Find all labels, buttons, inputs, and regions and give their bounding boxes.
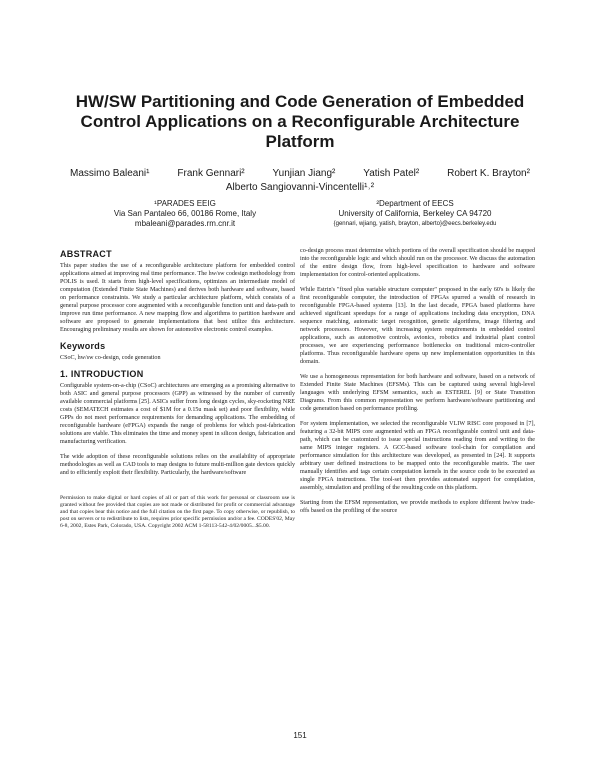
author-name: Alberto Sangiovanni-Vincentelli¹˒²	[225, 182, 375, 193]
intro-paragraph-2: The wide adoption of these reconfigurable solutions relies on the availability of appropriate methodologies as well as CAD tools to map designs to future multi-million gate devices quickly and to efficiently exploit their flexibility. Particularly, the hardware/software	[60, 454, 295, 476]
page-number: 151	[293, 731, 307, 740]
title-line-2: Control Applications on a Reconfigurable Architecture	[80, 112, 520, 131]
author-name: Massimo Baleani¹	[70, 168, 150, 179]
affiliation-name: ²Department of EECS	[376, 199, 454, 208]
body-paragraph: We use a homogeneous representation for both hardware and software, based on a network of Extended Finite State Machines (EFSMs). This can be captured using several high-level languages with underlying EFSM semantics, such as ESTEREL [9] or State Transition Diagrams. From this common representation we perform hardware/software partitioning and code generation based on performance profiling.	[300, 374, 535, 412]
abstract-heading: ABSTRACT	[60, 249, 112, 259]
title-line-1: HW/SW Partitioning and Code Generation of Embedded	[75, 92, 525, 111]
intro-paragraph-1: Configurable system-on-a-chip (CSoC) architectures are emerging as a promising alternative to both ASIC and general purpose processors (GPP) as witnessed by the number of currently available commercial platforms [25]. ASICs suffer from long design cycles, sky-rocketing NRE costs (SEMATECH estimates a cost of $1M for a 0.15u mask set) and poor flexibility, while GPPs do not meet performance requirements for demanding applications. The embedding of reconfigurable hardware (eFPGA) expands the range of problems for which post-fabrication solutions are viable. This eliminates the time and money spent in silicon design, fabrication and manufacturing verification.	[60, 383, 295, 445]
affiliation-eecs	[300, 199, 530, 229]
affiliation-email: {gennari, wjiang, yatish, brayton, alberto}@eecs.berkeley.edu	[333, 221, 497, 227]
affiliation-address: Via San Pantaleo 66, 00186 Rome, Italy	[113, 209, 257, 218]
body-paragraph: While Estrin's "fixed plus variable structure computer" proposed in the early 60's is likely the first reconfigurable computer, the introduction of FPGAs spurred a wealth of research in reconfigurable FPGA-based systems [13]. In the last decade, FPGA based platforms have achieved significant speedups for a range of applications including data encryption, DNA sequence matching, automatic target recognition, genetic algorithms, image filtering and network processors. However, with increasing system requirements in embedded control applications, such as automotive controls, avionics, robotics and industrial plant control processes, we are experiencing performance bottlenecks on traditional micro-controller platforms. Thus reconfigurable hardware opens up new implementation opportunities in this domain.	[300, 287, 535, 365]
body-paragraph: Starting from the EFSM representation, we provide methods to explore different hw/sw trade-offs based on the profiling of the source	[300, 500, 535, 514]
left-column	[60, 249, 295, 530]
author-name: Robert K. Brayton²	[447, 168, 530, 179]
affiliation-parades	[70, 199, 300, 229]
body-paragraph: For system implementation, we selected the reconfigurable VLIW RISC core proposed in [7], featuring a 32-bit MIPS core augmented with an FPGA reconfigurable control unit and data-path, which can be customized to issue special instructions reading from and writing to the same MIPS integer registers. A GCC-based software tool-chain for compilation and performance simulation for this architecture was developed, as presented in [24]. It supports arbitrary user defined instructions to be mapped onto the reconfigurable matrix. The user manually identifies and tags certain computation kernels in the source code to be executed as single FPGA instructions. The tool-set then provides automated support for compilation, assembly, simulation and profiling of the resulting code on this platform.	[300, 421, 535, 491]
body-paragraph: co-design process must determine which portions of the overall specification should be mapped into the reconfigurable logic and which should run on the processor. We discuss the automation of the entire design flow, from high-level specification to hardware and software implementation for control-oriented applications.	[300, 248, 535, 278]
abstract-text: This paper studies the use of a reconfigurable architecture platform for embedded control applications aimed at improving real time performance. The hw/sw codesign methodology from POLIS is used. It starts from high-level specifications, optimizes an intermediate model of computation (Extended Finite State Machines) and derives both hardware and software, based on performance constraints. We study a particular architecture platform, which consists of a general purpose processor core augmented with a reconfigurable function unit and data-path to improve run time performance. A new mapping flow and algorithms to partition hardware and software are proposed to generate implementations that best utilize this architecture. Encouraging preliminary results are shown for automotive electronic control examples.	[60, 263, 295, 333]
title-line-3: Platform	[265, 132, 335, 151]
keywords-heading: Keywords	[60, 341, 106, 351]
affiliation-address: University of California, Berkeley CA 94720	[338, 209, 492, 218]
author-list	[70, 167, 530, 195]
author-name: Yunjian Jiang²	[272, 168, 336, 179]
keywords-text: CSoC, hw/sw co-design, code generation	[60, 355, 161, 361]
right-column	[300, 247, 535, 522]
affiliation-email: mbaleani@parades.rm.cnr.it	[134, 219, 236, 228]
introduction-heading: 1. INTRODUCTION	[60, 369, 144, 379]
copyright-notice: Permission to make digital or hard copies of all or part of this work for personal or classroom use is granted without fee provided that copies are not made or distributed for profit or commercial advantage and that copies bear this notice and the full citation on the first page. To copy otherwise, or republish, to post on servers or to redistribute to lists, requires prior specific permission and/or a fee. CODES'02, May 6-8, 2002, Estes Park, Colorado, USA. Copyright 2002 ACM 1-58113-542-4/02/0005...$5.00.	[60, 495, 295, 529]
paper-title	[60, 92, 540, 152]
affiliation-name: ¹PARADES EEIG	[154, 199, 216, 208]
author-name: Yatish Patel²	[363, 168, 420, 179]
author-name: Frank Gennari²	[177, 168, 245, 179]
